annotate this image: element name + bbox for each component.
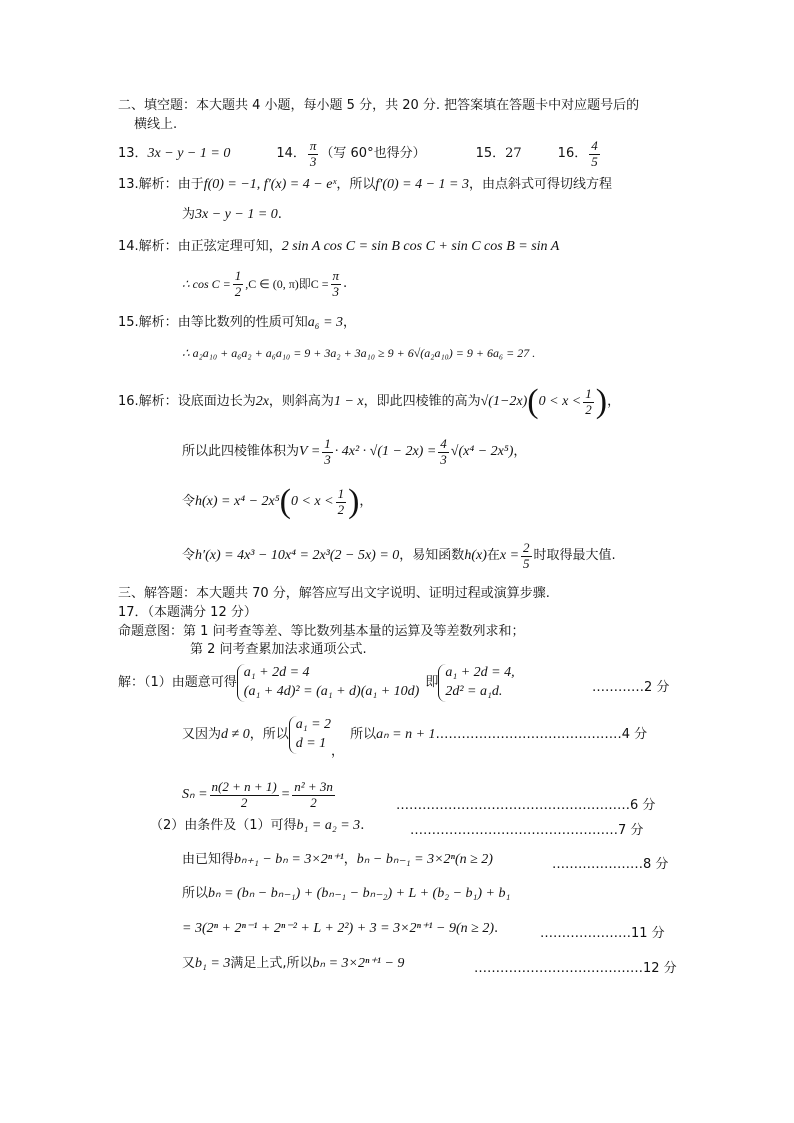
sol14-line2: ∴ cos C = $\frac{1}{2}$ ,C ∈ (0, π)即C = $\frac{\pi}{3}$ . [182,267,348,299]
sol14-frac-half: $\frac{1}{2}$ [234,267,242,299]
ans14-label: 14． [276,146,306,162]
sol17-sum-line2: = 3(2ⁿ + 2ⁿ⁻¹ + 2ⁿ⁻² + L + 2²) + 3 = 3×2ⁿ⁺¹ − 9(n ≥ 2). [182,921,499,936]
section2-heading-cont: 横线上. [134,117,178,132]
sol16-frac-half-2: $\frac{1}{2}$ [337,485,345,517]
sol17-final-line: 又b₁ = 3满足上式,所以bₙ = 3×2ⁿ⁺¹ − 9 [182,956,405,971]
ans15: 27 [505,146,522,162]
answers-row [118,136,602,172]
sol16-frac-1-3: $\frac{1}{3}$ [324,435,331,467]
sol16-frac-4-3: $\frac{4}{3}$ [440,435,447,467]
ans16-fraction: $\frac{4}{5}$ [591,137,598,169]
system-2: a₁ + 2d = 4, 2d² = a₁d. [438,664,514,702]
sol16-line3: 令 h(x) = x⁴ − 2x⁵ ( 0 < x < $\frac{1}{2}$ ) ， [182,482,373,520]
sn-frac-2: $\frac{\text{n² + 3n}}{2}$ [294,778,333,810]
sol16-frac-half-1: $\frac{1}{2}$ [585,385,592,417]
sol16-frac-2-5: $\frac{2}{5}$ [523,539,530,571]
score-7: …………………………………………7 分 [410,823,644,838]
ans13-label: 13． [118,146,148,162]
sol16-line1: 16.解析： 设底面边长为 2x ，则斜高为 1 − x ，即此四棱锥的高为 √(1−2x) ( 0 < x < $\frac{1}{2}$ ) ， [118,382,621,420]
sol17-recurrence-line: 由已知得bₙ₊₁ − bₙ = 3×2ⁿ⁺¹，bₙ − bₙ₋₁ = 3×2ⁿ(n ≥ 2) [182,852,493,867]
sol17-sum-line1: 所以bₙ = (bₙ − bₙ₋₁) + (bₙ₋₁ − bₙ₋₂) + L + (b₂ − b₁) + b₁ [182,886,511,901]
ans15-label: 15． [475,146,506,162]
sol17-sn-line: Sₙ = $\frac{n(2 + n + 1)}{2}$ = $\frac{\text{n² + 3n}}{2}$ [182,778,333,810]
q17-title: 17．（本题满分 12 分） [118,605,257,620]
sol13-line1: 13.解析：由于f(0) = −1, f′(x) = 4 − eˣ，所以f′(0) = 4 − 1 = 3，由点斜式可得切线方程 [118,177,613,192]
system-3: a₁ = 2 d = 1 [289,716,331,754]
section2-heading: 二、填空题：本大题共 4 小题，每小题 5 分，共 20 分. 把答案填在答题卡中对应题号后的 [118,98,640,113]
ans14-fraction: $\frac{\pi}{3}$ [309,137,317,169]
q17-intent-1: 命题意图：第 1 问考查等差、等比数列基本量的运算及等差数列求和； [118,624,525,639]
score-2: …………2 分 [592,680,670,695]
sol17-d-line: 又因为 d ≠ 0 ，所以 a₁ = 2 d = 1 ， 所以 aₙ = n + 1 .……………………………………4 分 [182,717,648,760]
ans13: 3x − y − 1 = 0 [147,145,231,161]
score-6: ………………………………………………6 分 [396,798,656,813]
sol13-line2: 为3x − y − 1 = 0. [182,207,282,222]
system-1: a₁ + 2d = 4 (a₁ + 4d)² = (a₁ + d)(a₁ + 10d) [237,664,420,702]
sol16-line2: 所以此四棱锥体积为 V = $\frac{1}{3}$ · 4x² · √(1 − 2x) = $\frac{4}{3}$ √(x⁴ − 2x⁵) ， [182,435,527,467]
sol16-line4: 令 h′(x) = 4x³ − 10x⁴ = 2x³(2 − 5x) = 0 ，易知函数 h(x) 在 x = $\frac{2}{5}$ 时取得最大值. [182,539,616,571]
section3-heading: 三、解答题：本大题共 70 分，解答应写出文字说明、证明过程或演算步骤. [118,586,550,601]
sol14-line1: 14.解析：由正弦定理可知，2 sin A cos C = sin B cos C + sin C cos B = sin A [118,239,560,254]
sn-frac-1: $\frac{n(2 + n + 1)}{2}$ [211,778,277,810]
ans16-label: 16． [557,146,588,162]
score-11: …………………11 分 [540,926,665,941]
q17-intent-2: 第 2 问考查累加法求通项公式. [190,642,367,657]
score-12: …………………………………12 分 [474,961,677,976]
ans14-note: （写 60°也得分） [320,146,426,162]
sol14-frac-pi3: $\frac{\pi}{3}$ [332,267,340,299]
sol15-line2: ∴ a₂a₁₀ + a₆a₂ + a₆a₁₀ = 9 + 3a₂ + 3a₁₀ ≥ 9 + 6√(a₂a₁₀) = 9 + 6a₆ = 27 . [182,346,536,360]
sol17-part2-line: （2）由条件及（1）可得b₁ = a₂ = 3. [150,818,365,833]
sol15-line1: 15.解析：由等比数列的性质可知a₆ = 3， [118,315,357,330]
sol17-system-line: 解：（1）由题意可得 a₁ + 2d = 4 (a₁ + 4d)² = (a₁ + d)(a₁ + 10d) 即 a₁ + 2d = 4, 2d² = a₁d. [118,658,515,708]
score-8: …………………8 分 [552,857,669,872]
